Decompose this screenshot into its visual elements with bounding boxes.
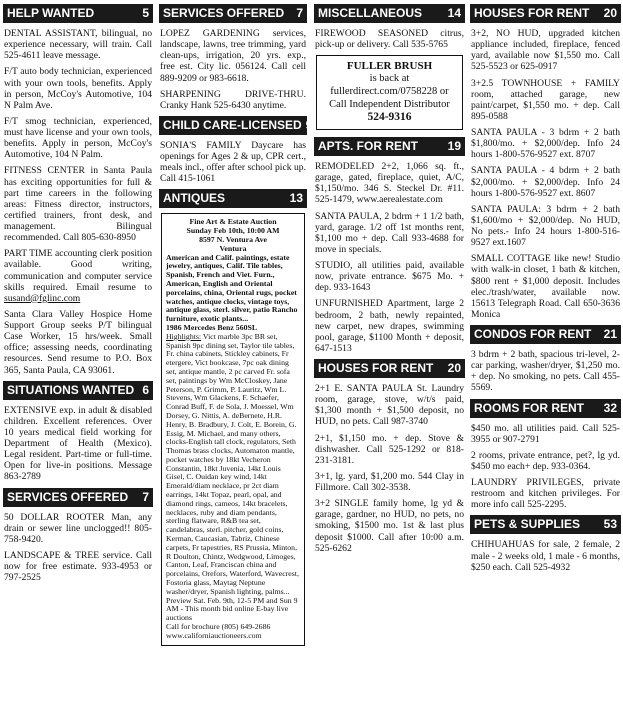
email-link[interactable]: susand@fglinc.com xyxy=(4,292,81,304)
auction-brochure: Call for brochure (805) 649-2686 xyxy=(166,622,271,632)
section-header-help-wanted xyxy=(3,4,153,23)
ad-text: PART TIME accounting clerk position available. Good writing, communication and computer service skills required. Email resume to xyxy=(4,248,152,293)
section-number: 53 xyxy=(603,517,617,532)
classified-ad: LAUNDRY PRIVILEGES, private restroom and kitchen privileges. For more info call 525-2295. xyxy=(471,477,620,511)
classified-ad: 3+1, lg. yard, $1,200 mo. 544 Clay in Fillmore. Call 302-3538. xyxy=(315,470,464,494)
section-number: 9 xyxy=(305,117,313,132)
section-number: 32 xyxy=(603,400,617,415)
classified-ad: UNFURNISHED Apartment, large 2 bedroom, 2 bath, newly repainted, new carpet, new drapes, swimming pool, garage, $1100 Month + deposit, 647-1513 xyxy=(315,298,464,354)
section-number: 5 xyxy=(142,6,149,20)
fuller-line: Call Independent Distributor xyxy=(329,98,450,110)
classified-ad: SHARPENING DRIVE-THRU. Cranky Hank 525-6430 anytime. xyxy=(160,88,306,111)
section-header-houses-for-rent xyxy=(314,359,465,378)
section-number: 20 xyxy=(447,361,461,376)
section-header-antiques xyxy=(159,189,307,208)
section-title: APTS. FOR RENT xyxy=(318,139,419,154)
classified-ad: SANTA PAULA - 4 bdrm + 2 bath $2,000/mo. + $2,000/dep. Info 24 hours 1-800-576-9527 ext. 8607 xyxy=(471,165,620,199)
section-header-miscellaneous xyxy=(314,4,465,23)
classified-ad: REMODELED 2+2, 1,066 sq. ft., garage, gated, fireplace, quiet, A/C, $1,150/mo. 346 S. Steckel Dr. #11. 525-1479, www.aerealestate.com xyxy=(315,161,464,206)
section-header-services-offered xyxy=(3,488,153,507)
section-number: 13 xyxy=(289,191,303,206)
classified-ad: EXTENSIVE exp. in adult & disabled children. Excellent references. Over 10 years medical field working for Department of Health (Mexico). Legal resident. Part-time or full-time. Open for live-in positions. Message 863-2789 xyxy=(4,404,152,483)
fuller-website[interactable]: fullerdirect.com/0758228 or xyxy=(330,86,449,98)
section-header-condos-for-rent xyxy=(470,325,621,344)
section-header-situations-wanted xyxy=(3,381,153,400)
fuller-phone: 524-9316 xyxy=(367,111,412,124)
classified-ad xyxy=(4,248,152,304)
section-title: MISCELLANEOUS xyxy=(318,6,423,20)
classified-ad: FITNESS CENTER in Santa Paula has exciting opportunities for full & part time careers in the following areas: Fitness director, instructors, certified trainers, front desk, and management. Bilingual recommended. Call 805-630-8950 xyxy=(4,165,152,244)
section-number: 19 xyxy=(447,139,461,154)
column-4 xyxy=(470,0,621,708)
section-header-services-offered xyxy=(159,4,307,23)
classified-ad: 3 bdrm + 2 bath, spacious tri-level, 2-car parking, washer/dryer, $1,250 mo. + dep. No smoking, no pets. Call 455-5569. xyxy=(471,349,620,394)
classified-ad: Santa Clara Valley Hospice Home Support Group seeks P/T bilingual Case Worker, 15 hrs/week. Small office; assessing needs, coordinating resources. Send resume to P.O. Box 365, Santa Paula, CA 93061. xyxy=(4,308,152,376)
section-title: HOUSES FOR RENT xyxy=(318,361,434,376)
auction-highlights: Vict marble 3pc BR set, Spanish 9pc dining set, Taylor tile tables, Fr. china cabinets, Stickley cabinets, Fr etergere, Vict bookcase, 7pc oak dining set, antique mantle, 2 pc carved Fr. sofa set, paintings by Wm McCloskey, Jane Peterson, P. Grimm, P. Lauritz, Wm L. Stevens, Wm Glackens, F. Schaefer, Conrad Buff, F. de Sola, J. Moessel, Wm Dorsey, G. Nittis, A. deBernete, H.R. Henry, B. Bradbury, J. Colt, E. Borein, G. Essig, M. Michael, and many others, clocks-English tall clock, regulators, Seth Thomas brass clocks, Automaton mantle, pocket watches by 18kt Vecheron Constantin, 18kt Juvenia, 14kt Louis Gisel, C. Ouidan key wind, 14kt Emerald/diam necklace, pr 2ct diam earrings, 14kt Topaz, pearl, opal, and diamond rings, cameos, 14kt bracelets, necklaces, ruby and diam pendants, sterling flatware, R&B tea set, candelabras, sterl. pitcher, gold coins, Kerman, Caucasian, Tabriz, Chinese carpets, Fr tapestries, RS Prussia, Minton, R Doulton, Chintz, Wedgwood, Limoges, Canton, Leaf, Franciscan china and porcelains, Orefors, Waterford, Wavecrest, Fostoria glass, Maytag Neptune washer/dryer, Spanish lighting, palms... Preview Sat. Feb. 9th, 12-5 PM and Sun 9 AM - This month bid online E-bay live auctions xyxy=(166,331,299,623)
classified-ad: $450 mo. all utilities paid. Call 525-3955 or 907-2791 xyxy=(471,422,620,445)
auction-car: 1986 Mercedes Benz 560SL xyxy=(166,322,258,332)
section-header-pets-supplies xyxy=(470,515,621,534)
section-header-houses-for-rent xyxy=(470,4,621,23)
highlights-label: Highlights: xyxy=(166,331,202,341)
section-title: CHILD CARE-LICENSED xyxy=(163,117,302,132)
section-header-rooms-for-rent xyxy=(470,399,621,418)
classified-ad: FIREWOOD SEASONED citrus, pick-up or delivery. Call 535-5765 xyxy=(315,28,464,51)
classified-ad: F/T auto body technician, experienced with your own tools, benefits. Apply in person, McCoy's Automotive, 104 N Palm Ave. xyxy=(4,66,152,111)
auction-website[interactable]: www.californiauctioneers.com xyxy=(166,630,262,640)
fuller-brush-display-ad xyxy=(316,55,463,130)
section-title: ANTIQUES xyxy=(163,191,226,206)
auction-address: 8597 N. Ventura Ave xyxy=(199,234,267,244)
classified-ad: LANDSCAPE & TREE service. Call now for free estimate. 933-4953 or 797-2525 xyxy=(4,549,152,584)
section-title: HELP WANTED xyxy=(7,6,95,20)
column-3 xyxy=(314,0,465,708)
classified-ad: SANTA PAULA, 2 bdrm + 1 1/2 bath, yard, garage. 1/2 off 1st months rent, $1,100 mo + dep. Call 933-4688 for move in specials. xyxy=(315,210,464,255)
section-title: CONDOS FOR RENT xyxy=(474,327,592,341)
classified-ad: 2+1, $1,150 mo. + dep. Stove & dishwasher. Call 525-1292 or 818-231-3181. xyxy=(315,432,464,466)
section-header-apts-for-rent xyxy=(314,137,465,156)
classified-ad: DENTAL ASSISTANT, bilingual, no experience necessary, will train. Call 525-4611 leave message. xyxy=(4,28,152,62)
section-header-child-care xyxy=(159,116,313,135)
section-title: SITUATIONS WANTED xyxy=(7,382,135,397)
section-title: ROOMS FOR RENT xyxy=(474,400,584,415)
fuller-line: is back at xyxy=(369,73,410,85)
auction-display-ad xyxy=(161,213,305,645)
section-number: 7 xyxy=(142,489,149,504)
fuller-title: FULLER BRUSH xyxy=(346,60,433,73)
classified-ad: SANTA PAULA: 3 bdrm + 2 bath $1,600/mo + $2,000/dep. No HUD, No pets.- Info 24 hours 1-800-516-9527 ext.1607 xyxy=(471,203,620,249)
section-title: PETS & SUPPLIES xyxy=(474,517,581,532)
classified-ad: F/T smog technician, experienced, must have license and your own tools, benefits. Apply in person, McCoy's Automotive, 104 N Palm. xyxy=(4,115,152,161)
classified-ad: SANTA PAULA - 3 bdrm + 2 bath $1,800/mo. + $2,000/dep. Info 24 hours 1-800-576-9527 ext. 8707 xyxy=(471,127,620,161)
column-1 xyxy=(3,0,153,708)
auction-city: Ventura xyxy=(219,243,247,253)
auction-summary: American and Calif. paintings, estate jewelry, antiques, Calif. Tile tables, Spanish, French and Viet. Furn., American, English and Oriental porcelains, china, Oriental rugs, pocket watches, antique clocks, vintage toys, antique glass, sterl. silver, patio Rancho furniture, exotic plants... xyxy=(166,252,298,324)
section-title: SERVICES OFFERED xyxy=(7,489,129,504)
section-number: 7 xyxy=(296,6,303,20)
classified-ad: 3+2 SINGLE family home, lg yd & garage, gardner, no HUD, no pets, no smoking, $1500 mo. 1st & last plus deposit $1000. Call after 10:00 a.m. 525-6262 xyxy=(315,498,464,554)
classified-ad: 50 DOLLAR ROOTER Man, any drain or sewer line unclogged!! 805-758-9420. xyxy=(4,511,152,545)
classified-ad: SONIA'S FAMILY Daycare has openings for Ages 2 & up, CPR cert., meals incl., offer after school pick up. Call 415-1061 xyxy=(160,139,306,185)
section-number: 20 xyxy=(603,6,617,20)
classified-ad: SMALL COTTAGE like new! Studio with walk-in closet, 1 bath & kitchen, $800 rent + $1,000 deposit. Includes elec./trash/water, available now. 15613 Telegraph Road. Call 650-3636 Monica xyxy=(471,253,620,320)
auction-date: Sunday Feb 10th, 10:00 AM xyxy=(186,226,280,236)
classified-ad: LOPEZ GARDENING services, landscape, lawns, tree trimming, yard clean-ups, irrigation, 20 yrs. exp., free est. City lic. 056124. Call cell 889-9209 or 983-6618. xyxy=(160,28,306,84)
classified-ad: 3+2.5 TOWNHOUSE + FAMILY room, attached garage, new paint/carpet, $1,550 mo. + dep. Call 895-0588 xyxy=(471,77,620,122)
section-number: 21 xyxy=(603,327,617,341)
section-title: HOUSES FOR RENT xyxy=(474,6,590,20)
classified-ad: 2 rooms, private entrance, pet?, lg yd. $450 mo each+ dep. 933-0364. xyxy=(471,449,620,472)
classified-ad: CHIHUAHUAS for sale, 2 female, 2 male - 2 weeks old, 1 male - 6 months, $250 each. Call 525-4932 xyxy=(471,539,620,573)
column-2 xyxy=(159,0,313,708)
auction-title: Fine Art & Estate Auction xyxy=(189,217,277,227)
section-title: SERVICES OFFERED xyxy=(163,6,285,20)
section-number: 14 xyxy=(447,6,461,20)
auction-body xyxy=(166,333,300,623)
section-number: 6 xyxy=(142,382,149,397)
classified-ad: STUDIO, all utilities paid, available now, private entrance. $675 Mo. + dep. 933-1643 xyxy=(315,260,464,294)
classified-ad: 2+1 E. SANTA PAULA St. Laundry room, garage, stove, w/t/s paid, $1,300 month + $1,500 deposit, no HUD, no pets. Call 987-3740 xyxy=(315,383,464,428)
classified-ad: 3+2, NO HUD, upgraded kitchen appliance included, fireplace, fenced yard, available now $1,550 mo. Call 525-5523 or 625-0917 xyxy=(471,28,620,73)
